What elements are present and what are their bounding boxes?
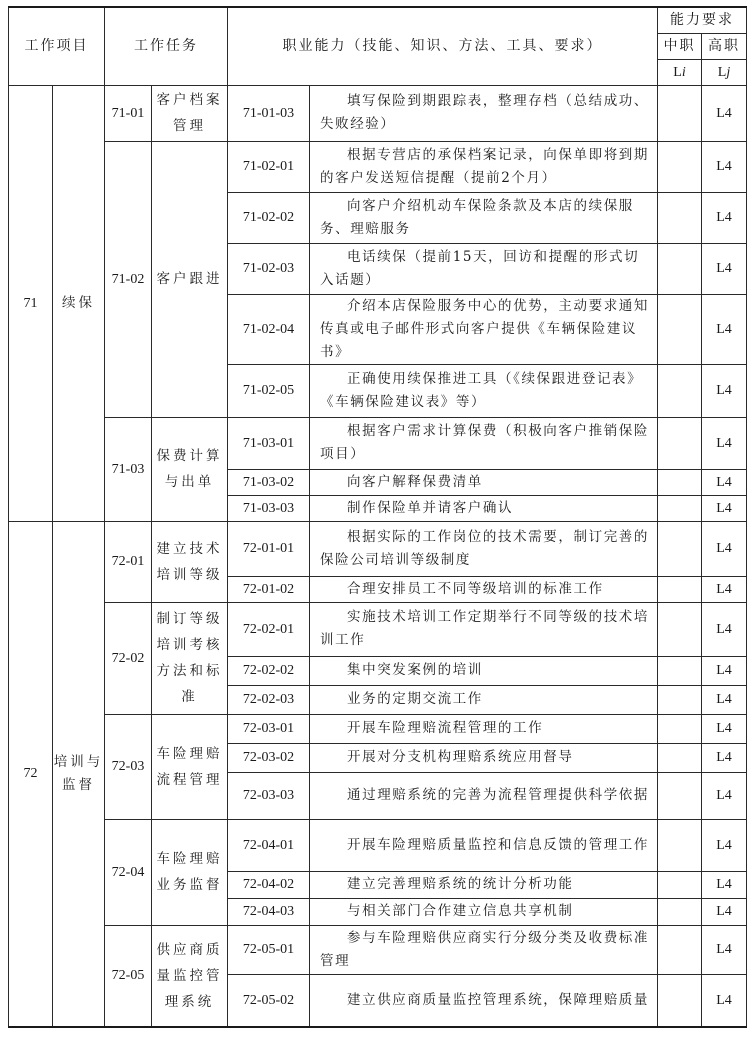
ability-text: 介绍本店保险服务中心的优势，主动要求通知传真或电子邮件形式向客户提供《车辆保险建议书》	[310, 294, 658, 364]
task-id: 71-03	[105, 417, 152, 521]
level-mid	[658, 743, 702, 772]
level-mid	[658, 85, 702, 141]
table-row	[9, 141, 747, 192]
ability-text: 建立供应商质量监控管理系统，保障理赔质量	[310, 974, 658, 1027]
ability-code: 72-01-02	[228, 576, 310, 602]
level-high: L4	[702, 974, 747, 1027]
level-high: L4	[702, 871, 747, 898]
level-high: L4	[702, 364, 747, 417]
table-header	[9, 7, 747, 85]
level-high: L4	[702, 925, 747, 974]
level-high: L4	[702, 521, 747, 576]
ability-code: 72-03-03	[228, 772, 310, 819]
header-high: 高职	[702, 33, 747, 59]
ability-code: 72-02-02	[228, 656, 310, 685]
table-row	[9, 85, 747, 141]
task-name: 供应商质量监控管理系统	[152, 925, 228, 1027]
header-lj-prefix: L	[717, 64, 727, 80]
ability-code: 72-03-01	[228, 714, 310, 743]
table-row	[9, 714, 747, 743]
table-row	[9, 521, 747, 576]
ability-text: 参与车险理赔供应商实行分级分类及收费标准管理	[310, 925, 658, 974]
ability-code: 71-03-03	[228, 495, 310, 521]
level-high: L4	[702, 192, 747, 243]
ability-code: 72-01-01	[228, 521, 310, 576]
level-high: L4	[702, 576, 747, 602]
ability-text: 开展车险理赔质量监控和信息反馈的管理工作	[310, 819, 658, 871]
project-id: 71	[9, 85, 53, 521]
level-high: L4	[702, 495, 747, 521]
level-high: L4	[702, 743, 747, 772]
level-mid	[658, 417, 702, 469]
header-ability: 职业能力（技能、知识、方法、工具、要求）	[228, 7, 658, 85]
ability-code: 72-04-02	[228, 871, 310, 898]
ability-text: 根据客户需求计算保费（积极向客户推销保险项目）	[310, 417, 658, 469]
header-li-suffix: i	[681, 64, 686, 80]
table-row	[9, 819, 747, 871]
header-task: 工作任务	[105, 7, 228, 85]
project-name: 续保	[53, 85, 105, 521]
task-name: 建立技术培训等级	[152, 521, 228, 602]
task-id: 71-02	[105, 141, 152, 417]
level-high: L4	[702, 85, 747, 141]
ability-text: 根据专营店的承保档案记录，向保单即将到期的客户发送短信提醒（提前2个月）	[310, 141, 658, 192]
table-row	[9, 925, 747, 974]
ability-text: 正确使用续保推进工具（《续保跟进登记表》《车辆保险建议表》等）	[310, 364, 658, 417]
level-mid	[658, 871, 702, 898]
header-mid: 中职	[658, 33, 702, 59]
table-row	[9, 602, 747, 656]
level-mid	[658, 974, 702, 1027]
header-li-prefix: L	[673, 64, 682, 80]
ability-text: 开展车险理赔流程管理的工作	[310, 714, 658, 743]
ability-text: 合理安排员工不同等级培训的标准工作	[310, 576, 658, 602]
level-mid	[658, 898, 702, 925]
level-high: L4	[702, 141, 747, 192]
level-mid	[658, 714, 702, 743]
ability-code: 72-02-01	[228, 602, 310, 656]
level-mid	[658, 141, 702, 192]
level-mid	[658, 495, 702, 521]
level-mid	[658, 576, 702, 602]
level-mid	[658, 469, 702, 495]
ability-code: 71-02-02	[228, 192, 310, 243]
ability-text: 与相关部门合作建立信息共享机制	[310, 898, 658, 925]
header-lj-suffix: j	[726, 64, 731, 80]
level-mid	[658, 364, 702, 417]
level-mid	[658, 925, 702, 974]
ability-code: 71-02-05	[228, 364, 310, 417]
level-high: L4	[702, 656, 747, 685]
competency-table	[8, 6, 747, 1028]
ability-text: 开展对分支机构理赔系统应用督导	[310, 743, 658, 772]
ability-text: 根据实际的工作岗位的技术需要，制订完善的保险公司培训等级制度	[310, 521, 658, 576]
header-level-requirement: 能力要求	[658, 7, 747, 33]
level-high: L4	[702, 772, 747, 819]
ability-code: 71-02-04	[228, 294, 310, 364]
task-name: 保费计算与出单	[152, 417, 228, 521]
ability-code: 72-02-03	[228, 685, 310, 714]
ability-text: 集中突发案例的培训	[310, 656, 658, 685]
ability-code: 71-02-01	[228, 141, 310, 192]
task-id: 72-03	[105, 714, 152, 819]
level-high: L4	[702, 602, 747, 656]
level-high: L4	[702, 819, 747, 871]
ability-text: 向客户介绍机动车保险条款及本店的续保服务、理赔服务	[310, 192, 658, 243]
ability-code: 71-01-03	[228, 85, 310, 141]
table-row	[9, 417, 747, 469]
level-mid	[658, 772, 702, 819]
level-mid	[658, 602, 702, 656]
level-high: L4	[702, 294, 747, 364]
header-li	[658, 59, 702, 85]
task-name: 车险理赔流程管理	[152, 714, 228, 819]
level-mid	[658, 685, 702, 714]
ability-text: 向客户解释保费清单	[310, 469, 658, 495]
level-mid	[658, 243, 702, 294]
level-mid	[658, 521, 702, 576]
task-id: 72-05	[105, 925, 152, 1027]
level-high: L4	[702, 243, 747, 294]
ability-text: 制作保险单并请客户确认	[310, 495, 658, 521]
task-id: 72-02	[105, 602, 152, 714]
ability-code: 72-04-01	[228, 819, 310, 871]
project-name: 培训与监督	[53, 521, 105, 1027]
task-name: 客户跟进	[152, 141, 228, 417]
level-high: L4	[702, 417, 747, 469]
level-mid	[658, 294, 702, 364]
project-id: 72	[9, 521, 53, 1027]
ability-text: 业务的定期交流工作	[310, 685, 658, 714]
level-mid	[658, 819, 702, 871]
ability-code: 71-03-02	[228, 469, 310, 495]
ability-text: 电话续保（提前15天，回访和提醒的形式切入话题）	[310, 243, 658, 294]
ability-code: 72-03-02	[228, 743, 310, 772]
task-id: 72-04	[105, 819, 152, 925]
level-high: L4	[702, 685, 747, 714]
ability-code: 72-05-01	[228, 925, 310, 974]
task-name: 车险理赔业务监督	[152, 819, 228, 925]
ability-text: 填写保险到期跟踪表，整理存档（总结成功、失败经验）	[310, 85, 658, 141]
level-mid	[658, 192, 702, 243]
header-project: 工作项目	[9, 7, 105, 85]
ability-text: 实施技术培训工作定期举行不同等级的技术培训工作	[310, 602, 658, 656]
ability-code: 71-03-01	[228, 417, 310, 469]
level-high: L4	[702, 469, 747, 495]
task-name: 制订等级培训考核方法和标准	[152, 602, 228, 714]
ability-text: 通过理赔系统的完善为流程管理提供科学依据	[310, 772, 658, 819]
ability-code: 72-05-02	[228, 974, 310, 1027]
ability-text: 建立完善理赔系统的统计分析功能	[310, 871, 658, 898]
task-id: 72-01	[105, 521, 152, 602]
task-id: 71-01	[105, 85, 152, 141]
header-lj	[702, 59, 747, 85]
table-body	[9, 85, 747, 1027]
level-high: L4	[702, 898, 747, 925]
ability-code: 72-04-03	[228, 898, 310, 925]
level-mid	[658, 656, 702, 685]
task-name: 客户档案管理	[152, 85, 228, 141]
level-high: L4	[702, 714, 747, 743]
ability-code: 71-02-03	[228, 243, 310, 294]
